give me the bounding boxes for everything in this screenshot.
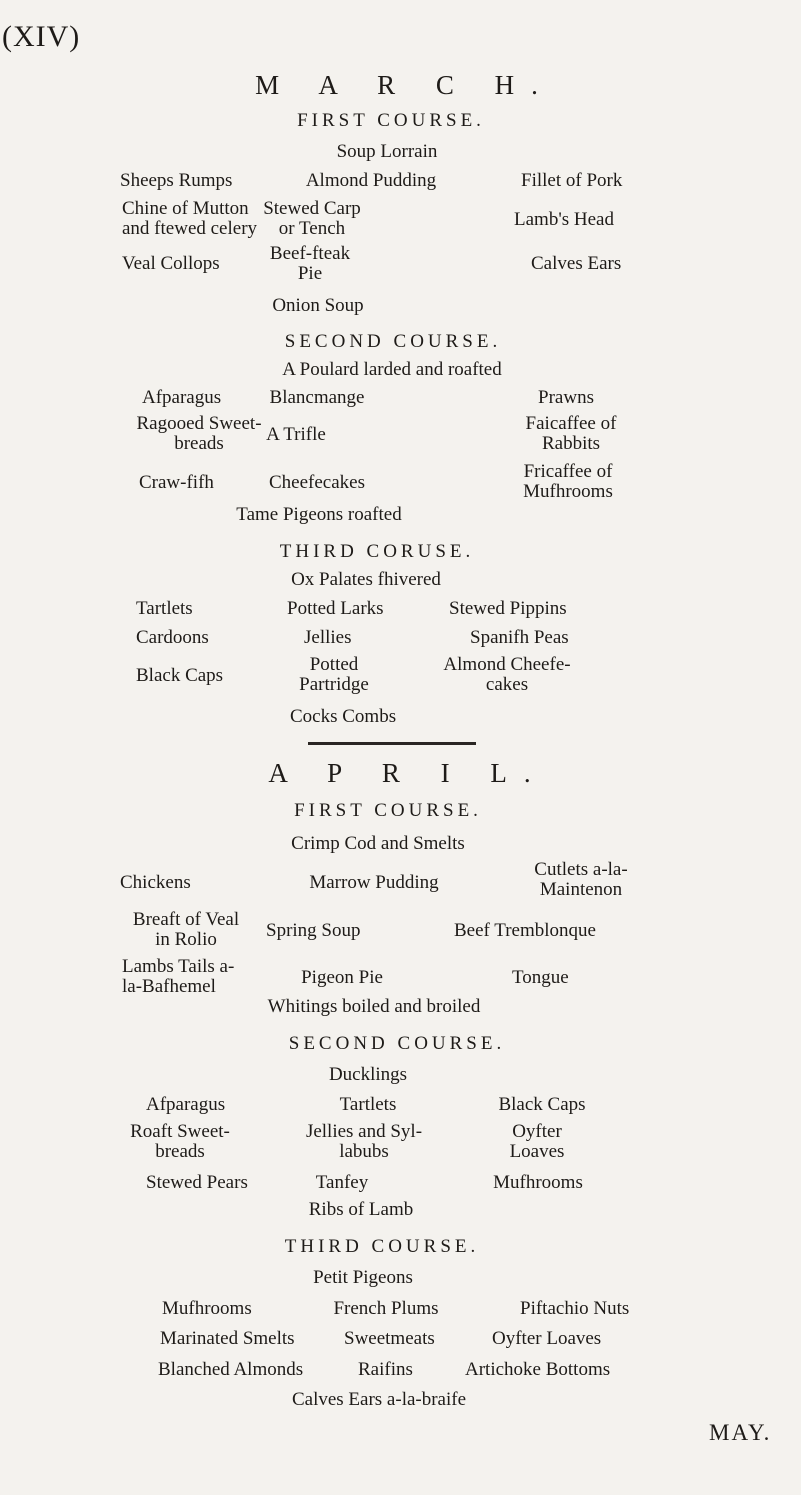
april-second-r3-left: Stewed Pears — [146, 1172, 248, 1193]
april-third-r1-left: Mufhrooms — [162, 1298, 252, 1319]
april-third-r3-right: Artichoke Bottoms — [465, 1359, 611, 1380]
march-third-r2-right: Spanifh Peas — [470, 627, 569, 648]
april-second-r1-left: Afparagus — [146, 1094, 226, 1115]
march-second-r2-left: Ragooed Sweet- breads — [136, 413, 262, 454]
march-first-r1-right: Fillet of Pork — [521, 170, 623, 191]
march-third-center-bottom: Cocks Combs — [290, 706, 397, 727]
april-first-r2-left: Breaft of Veal in Rolio — [132, 909, 240, 950]
april-first-r3-center: Pigeon Pie — [301, 967, 383, 988]
april-second-r2-center: Jellies and Syl- labubs — [305, 1121, 423, 1162]
march-second-r2-center: A Trifle — [266, 424, 326, 445]
april-first-r1-right: Cutlets a-la- Maintenon — [534, 859, 628, 900]
catchword: MAY. — [709, 1420, 772, 1445]
april-first-course-heading: FIRST COURSE. — [294, 800, 482, 821]
march-second-center-top: A Poulard larded and roafted — [282, 359, 502, 380]
march-third-r2-center: Jellies — [304, 627, 352, 648]
march-second-r1-center: Blancmange — [269, 387, 365, 408]
march-third-r3-left: Black Caps — [136, 665, 224, 686]
april-third-r1-right: Piftachio Nuts — [520, 1298, 630, 1319]
march-third-r3-right: Almond Cheefe- cakes — [443, 654, 571, 695]
march-second-r3-left: Craw-fifh — [139, 472, 214, 493]
march-title: M A R C H. — [255, 70, 555, 100]
april-third-course-heading: THIRD COURSE. — [284, 1236, 480, 1257]
april-first-r1-left: Chickens — [120, 872, 191, 893]
march-third-r3-center: Potted Partridge — [299, 654, 369, 695]
march-third-center-top: Ox Palates fhivered — [291, 569, 441, 590]
april-first-center-bottom: Whitings boiled and broiled — [267, 996, 481, 1017]
march-second-course-heading: SECOND COURSE. — [284, 331, 502, 352]
march-first-r1-center: Almond Pudding — [305, 170, 437, 191]
march-first-r2-left: Chine of Mutton and ftewed celery — [122, 198, 258, 239]
march-first-r3-left: Veal Collops — [122, 253, 220, 274]
april-second-r1-right: Black Caps — [498, 1094, 586, 1115]
april-first-center-top: Crimp Cod and Smelts — [291, 833, 465, 854]
page-number: (XIV) — [2, 20, 81, 53]
april-third-r2-center: Sweetmeats — [344, 1328, 435, 1349]
march-second-r3-right: Fricaffee of Mufhrooms — [523, 461, 613, 502]
march-third-r1-center: Potted Larks — [287, 598, 384, 619]
april-first-r1-center: Marrow Pudding — [309, 872, 439, 893]
march-first-r1-left: Sheeps Rumps — [120, 170, 233, 191]
april-second-r2-right: Oyfter Loaves — [509, 1121, 565, 1162]
march-first-r3-center: Beef-fteak Pie — [269, 243, 351, 284]
march-second-r2-right: Faicaffee of Rabbits — [525, 413, 617, 454]
march-first-center-bottom: Onion Soup — [272, 295, 364, 316]
april-second-center-bottom: Ribs of Lamb — [308, 1199, 414, 1220]
march-first-r3-right: Calves Ears — [531, 253, 622, 274]
march-second-r1-left: Afparagus — [142, 387, 222, 408]
april-second-r3-center: Tanfey — [315, 1172, 369, 1193]
april-third-center-bottom: Calves Ears a-la-braife — [291, 1389, 467, 1410]
march-second-center-bottom: Tame Pigeons roafted — [236, 504, 402, 525]
april-second-center-top: Ducklings — [328, 1064, 408, 1085]
march-second-r1-right: Prawns — [538, 387, 594, 408]
april-third-r1-center: French Plums — [333, 1298, 439, 1319]
april-second-r1-center: Tartlets — [339, 1094, 397, 1115]
march-first-course-heading: FIRST COURSE. — [297, 110, 485, 131]
march-first-center-top: Soup Lorrain — [336, 141, 438, 162]
april-title: A P R I L. — [268, 758, 548, 788]
april-third-r2-left: Marinated Smelts — [160, 1328, 295, 1349]
march-first-r2-center: Stewed Carp or Tench — [263, 198, 361, 239]
april-second-r3-right: Mufhrooms — [493, 1172, 583, 1193]
march-third-course-heading: THIRD CORUSE. — [279, 541, 475, 562]
march-first-r2-right: Lamb's Head — [514, 209, 614, 230]
march-third-r2-left: Cardoons — [136, 627, 209, 648]
march-second-r3-center: Cheefecakes — [269, 472, 365, 493]
april-third-r3-center: Raifins — [358, 1359, 413, 1380]
april-second-r2-left: Roaft Sweet- breads — [130, 1121, 230, 1162]
section-divider — [308, 742, 476, 745]
march-third-r1-right: Stewed Pippins — [449, 598, 567, 619]
april-first-r2-right: Beef Tremblonque — [454, 920, 596, 941]
april-first-r3-right: Tongue — [512, 967, 569, 988]
april-first-r2-center: Spring Soup — [266, 920, 361, 941]
april-third-r3-left: Blanched Almonds — [158, 1359, 304, 1380]
march-third-r1-left: Tartlets — [136, 598, 193, 619]
april-third-r2-right: Oyfter Loaves — [492, 1328, 602, 1349]
april-second-course-heading: SECOND COURSE. — [288, 1033, 506, 1054]
april-first-r3-left: Lambs Tails a- la-Bafhemel — [122, 956, 235, 997]
april-third-center-top: Petit Pigeons — [313, 1267, 413, 1288]
